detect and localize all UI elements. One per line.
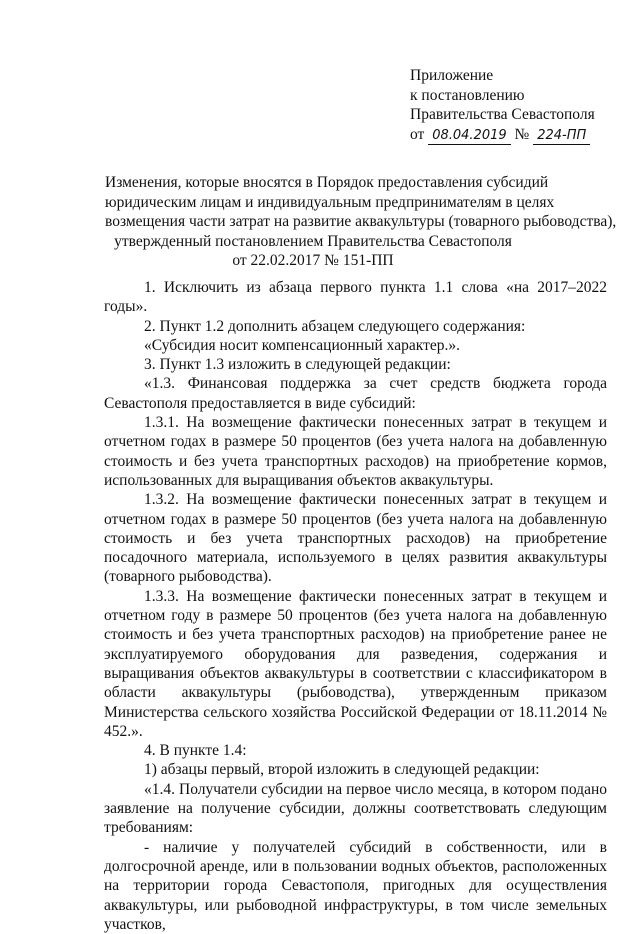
title-line: юридическим лицам и индивидуальным предпринимателям в целях: [105, 193, 555, 211]
title-line: возмещения части затрат на развитие аквакультуры (товарного рыбоводства),: [105, 213, 617, 230]
title-line: от 22.02.2017 № 151-ПП: [232, 252, 394, 269]
handwritten-number: 224-ПП: [533, 128, 590, 145]
appendix-line: Приложение: [410, 67, 494, 84]
number-sign: №: [514, 125, 530, 143]
paragraph: «1.3. Финансовая поддержка за счет средств бюджета города Севастополя предоставляется в виде субсидий:: [104, 375, 607, 412]
appendix-line: к постановлению: [410, 86, 525, 104]
appendix-line: Правительства Севастополя: [410, 106, 595, 123]
handwritten-date: 08.04.2019: [428, 128, 510, 145]
appendix-header: [410, 66, 595, 145]
appendix-date-line: [410, 125, 595, 145]
paragraph: 4. В пункте 1.4:: [144, 742, 247, 760]
document-title: [105, 173, 617, 271]
title-line: утвержденный постановлением Правительства Севастополя: [114, 232, 512, 250]
paragraph: 1.3.2. На возмещение фактически понесенных затрат в текущем и отчетном годах в размере 50 процентов (без учета налога на добавленную стоимость и без учета транспортных расходов) на приобретение посадочного материала, используемого в целях развития аквакультуры (товарного рыбоводства).: [104, 491, 607, 586]
paragraph: 2. Пункт 1.2 дополнить абзацем следующего содержания:: [144, 317, 526, 335]
paragraph: «Субсидия носит компенсационный характер.».: [144, 336, 460, 354]
paragraph: 1. Исключить из абзаца первого пункта 1.1 слова «на 2017–2022 годы».: [104, 279, 607, 316]
paragraph: 1) абзацы первый, второй изложить в следующей редакции:: [144, 761, 540, 779]
document-body: [104, 278, 607, 934]
title-line: Изменения, которые вносятся в Порядок предоставления субсидий: [105, 174, 549, 191]
paragraph: 3. Пункт 1.3 изложить в следующей редакции:: [144, 356, 451, 374]
paragraph: «1.4. Получатели субсидии на первое число месяца, в котором подано заявление на получение субсидии, должны соответствовать следующим требованиям:: [104, 780, 607, 837]
paragraph: 1.3.1. На возмещение фактически понесенных затрат в текущем и отчетном годах в размере 50 процентов (без учета налога на добавленную стоимость и без учета транспортных расходов) на приобретение кормов, использованных для выращивания объектов аквакультуры.: [104, 414, 607, 489]
date-prefix: от: [410, 125, 425, 143]
paragraph: - наличие у получателей субсидий в собственности, или в долгосрочной аренде, или в пользовании водных объектов, расположенных на территории города Севастополя, пригодных для осуществления аквакультуры, или рыбоводной инфраструктуры, в том числе земельных участков,: [104, 838, 607, 933]
paragraph: 1.3.3. На возмещение фактически понесенных затрат в текущем и отчетном году в размере 50 процентов (без учета налога на добавленную стоимость и без учета транспортных расходов) на приобретение ранее не эксплуатируемого оборудования для разведения, содержания и выращивания объектов аквакультуры в соответствии с классификатором в области аквакультуры (рыбоводства), утвержденным приказом Министерства сельского хозяйства Российской Федерации от 18.11.2014 № 452.».: [104, 587, 607, 740]
